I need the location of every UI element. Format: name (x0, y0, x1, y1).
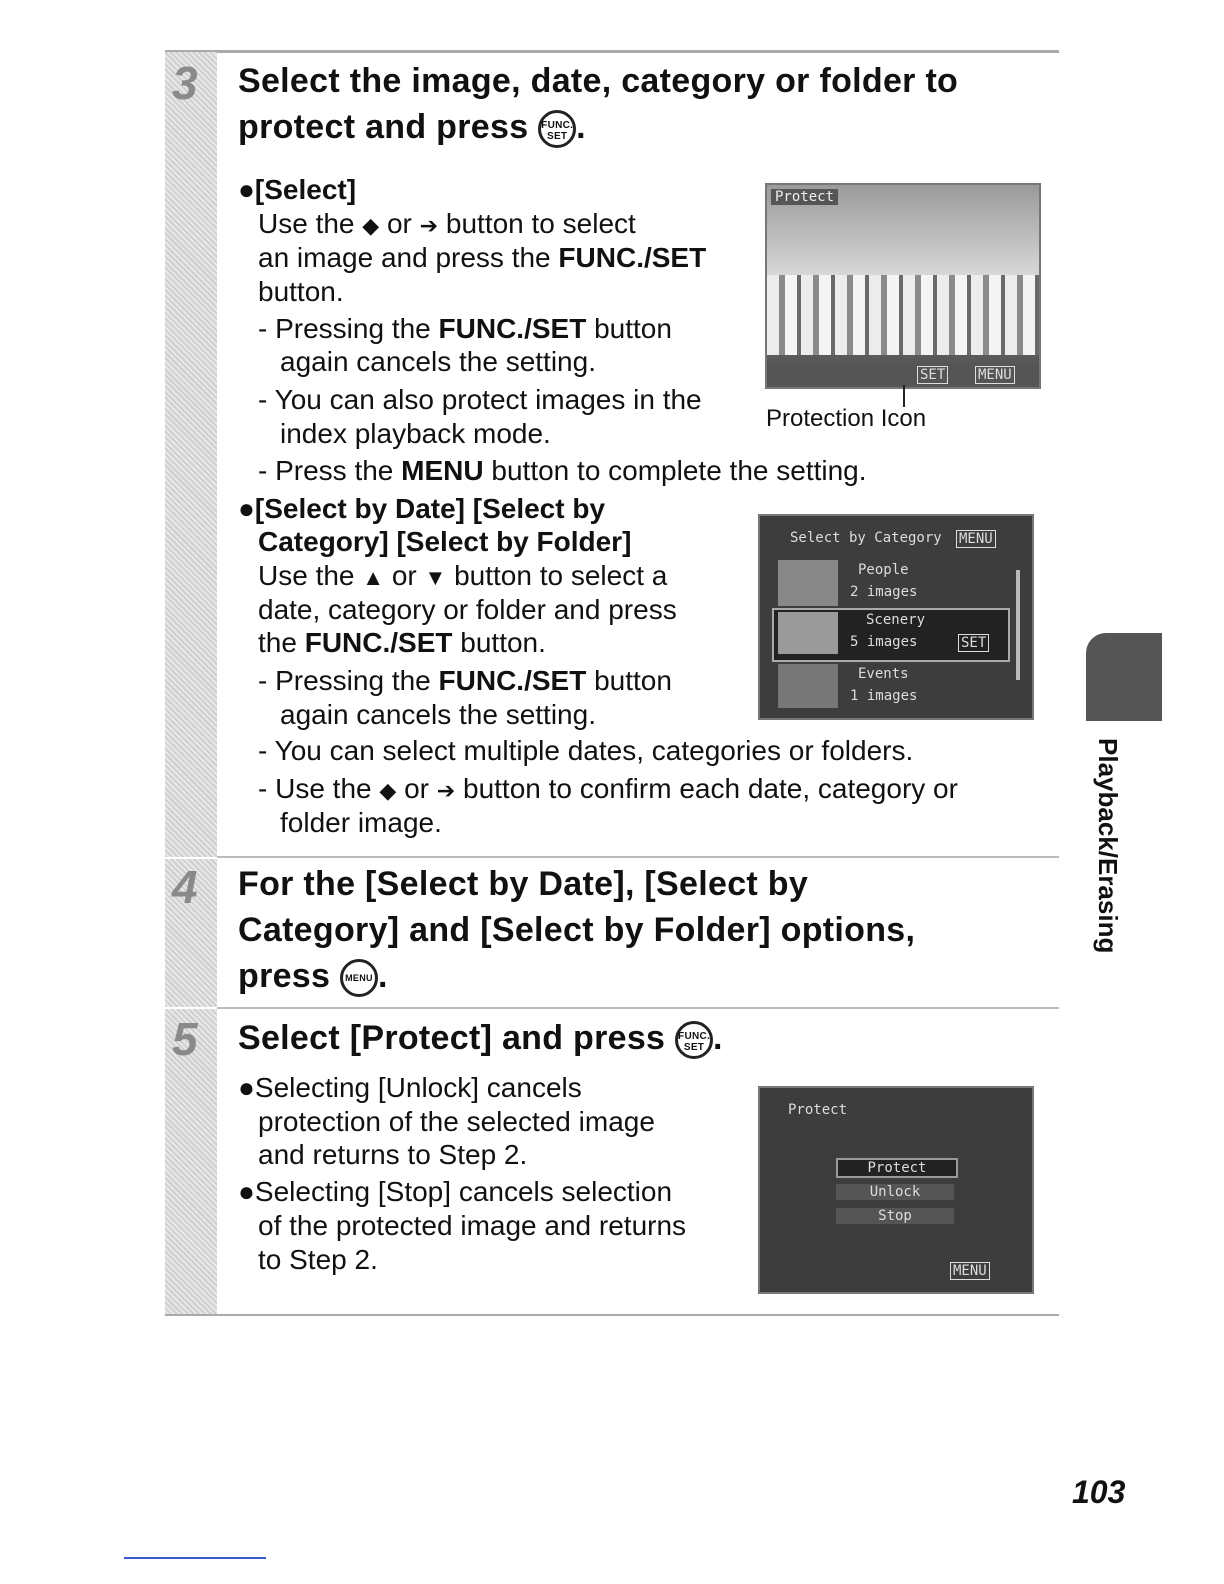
step3-title-line2: protect and press FUNC. SET . (238, 104, 586, 150)
date-line8: folder image. (280, 807, 442, 838)
protection-icon-pointer (903, 385, 905, 407)
select-p2-cont: index playback mode. (280, 418, 551, 449)
d3b: FUNC./SET (304, 627, 453, 658)
thumb-3 (778, 664, 838, 708)
rule-1 (217, 856, 1059, 858)
select-p1 (258, 312, 672, 346)
down-arrow-icon: ▼ (424, 565, 447, 590)
select-p3 (258, 454, 867, 488)
step5-b1a: ●Selecting [Unlock] cancels (238, 1072, 582, 1103)
select-p1-cont: again cancels the setting. (280, 346, 596, 377)
date-line3 (258, 626, 546, 660)
side-tab-label: Playback/Erasing (1093, 738, 1123, 954)
footer-link-line (124, 1557, 266, 1559)
p3a: - Press the (258, 455, 394, 486)
lcd3-title: Protect (788, 1102, 848, 1118)
date-heading-1: ●[Select by Date] [Select by (238, 493, 606, 524)
step-number-3: 3 (172, 57, 198, 109)
select-p2: - You can also protect images in the (258, 384, 702, 415)
step3-strip (165, 52, 217, 857)
rule-2 (217, 1007, 1059, 1009)
menu-button-icon: MENU (340, 959, 378, 997)
funcset-button-icon-2: FUNC. SET (675, 1021, 713, 1059)
up-arrow-icon: ▲ (362, 565, 385, 590)
d1b: or (391, 560, 417, 591)
bottom-rule (165, 1314, 1059, 1316)
p1b: FUNC./SET (438, 313, 587, 344)
left-arrow-icon: ◆ (362, 213, 380, 238)
d7b: or (404, 773, 429, 804)
lcd2-row3: Events (858, 666, 909, 682)
date-line4 (258, 664, 672, 698)
lcd1-title: Protect (771, 189, 838, 205)
p3c: button to complete the setting. (491, 455, 867, 486)
select-l1-a: Use the (258, 208, 355, 239)
lcd1-set: SET (917, 366, 948, 384)
step5-b1b: protection of the selected image (258, 1106, 655, 1137)
left-arrow-icon-2: ◆ (379, 778, 397, 803)
lcd2-menu: MENU (956, 530, 996, 548)
p1c: button (594, 313, 672, 344)
lcd3-option-protect: Protect (836, 1158, 958, 1178)
protect-screen-image (765, 183, 1041, 389)
select-heading: ●[Select] (238, 174, 357, 205)
top-rule (165, 50, 1059, 53)
select-line3: button. (258, 276, 344, 307)
lcd2-row2-count: 5 images (850, 634, 918, 650)
page-number: 103 (1072, 1474, 1126, 1510)
d1a: Use the (258, 560, 355, 591)
date-line6: - You can select multiple dates, categories or folders. (258, 735, 914, 766)
step4-line2: Category] and [Select by Folder] options, (238, 911, 916, 949)
d4c: button (594, 665, 672, 696)
select-line1 (258, 207, 636, 243)
d4b: FUNC./SET (438, 665, 587, 696)
lcd3-option-stop: Stop (836, 1208, 954, 1224)
step5-b1c: and returns to Step 2. (258, 1139, 528, 1170)
protection-icon-caption: Protection Icon (766, 405, 927, 432)
lcd2-set: SET (958, 634, 989, 652)
right-arrow-icon-2: ➔ (436, 778, 456, 803)
date-line2: date, category or folder and press (258, 594, 677, 625)
category-screen-image (758, 514, 1034, 720)
skyline (767, 275, 1039, 355)
step4-line3: press MENU . (238, 953, 388, 999)
d7c: button to confirm each date, category or (463, 773, 958, 804)
d4a: - Pressing the (258, 665, 431, 696)
scrollbar (1016, 570, 1020, 680)
p3b: MENU (401, 455, 484, 486)
lcd1-menu: MENU (975, 366, 1015, 384)
date-line5: again cancels the setting. (280, 699, 596, 730)
protect-menu-screen-image (758, 1086, 1034, 1294)
thumb-1 (778, 560, 838, 606)
side-tab-block (1086, 633, 1162, 721)
lcd2-row2: Scenery (866, 612, 926, 628)
right-arrow-icon: ➔ (419, 213, 439, 238)
thumb-2 (778, 612, 838, 654)
d3a: the (258, 627, 297, 658)
select-l2-b: FUNC./SET (558, 242, 707, 273)
step5-b2b: of the protected image and returns (258, 1210, 687, 1241)
step5-title: Select [Protect] and press FUNC. SET . (238, 1015, 723, 1061)
step4-press: press (238, 957, 331, 995)
step3-title-text: protect and press (238, 108, 529, 146)
select-l1-c: button to select (445, 208, 636, 239)
lcd2-row1-count: 2 images (850, 584, 918, 600)
lcd3-option-unlock: Unlock (836, 1184, 954, 1200)
step4-line1: For the [Select by Date], [Select by (238, 865, 809, 903)
step5-b2c: to Step 2. (258, 1244, 378, 1275)
lcd3-menu: MENU (950, 1262, 990, 1280)
step5-b2a: ●Selecting [Stop] cancels selection (238, 1176, 673, 1207)
step3-title-line1: Select the image, date, category or folder to (238, 62, 959, 100)
date-line1 (258, 559, 667, 595)
p1a: - Pressing the (258, 313, 431, 344)
step5-title-text: Select [Protect] and press (238, 1019, 666, 1057)
date-line7 (258, 772, 958, 808)
lcd2-row3-count: 1 images (850, 688, 918, 704)
d1c: button to select a (454, 560, 668, 591)
funcset-button-icon: FUNC. SET (538, 110, 576, 148)
d3c: button. (460, 627, 546, 658)
select-l1-b: or (386, 208, 412, 239)
select-l2-a: an image and press the (258, 242, 551, 273)
date-heading-2: Category] [Select by Folder] (258, 526, 632, 557)
lcd2-title: Select by Category (790, 530, 942, 546)
step-number-4: 4 (172, 861, 198, 913)
select-line2 (258, 241, 706, 275)
lcd2-row1: People (858, 562, 909, 578)
step-number-5: 5 (172, 1013, 198, 1065)
d7a: - Use the (258, 773, 372, 804)
